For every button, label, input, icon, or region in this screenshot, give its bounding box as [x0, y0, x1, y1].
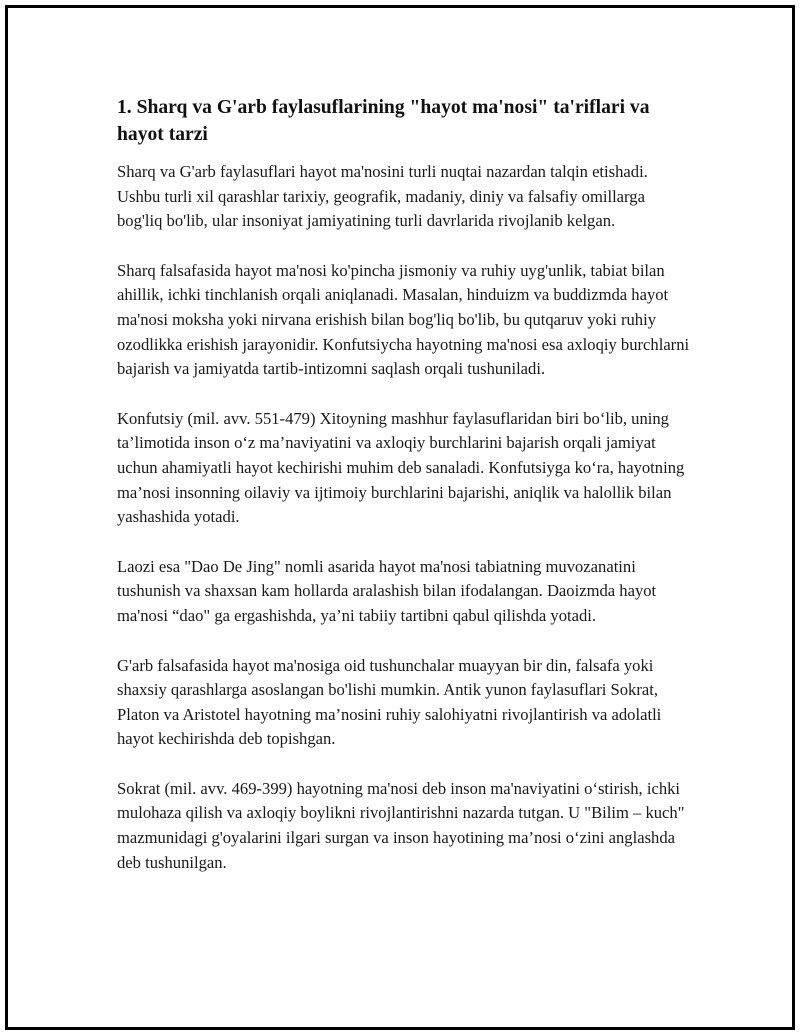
- paragraph-intro: Sharq va G'arb faylasuflari hayot ma'nosini turli nuqtai nazardan talqin etishadi. Ushbu turli xil qarashlar tarixiy, geografik, madaniy, diniy va falsafiy omillarga bog'liq bo'lib, ular insoniyat jamiyatining turli davrlarida rivojlanib kelgan.: [117, 162, 648, 231]
- paragraph-socrates: Sokrat (mil. avv. 469-399) hayotning ma'nosi deb inson ma'naviyatini o‘stirish, ichki mulohaza qilish va axloqiy boylikni rivojlantirishni nazarda tutgan. U "Bilim – kuch" mazmunidagi g'oyalarini ilgari surgan va inson hayotining ma’nosi o‘zini anglashda deb tushunilgan.: [117, 778, 685, 872]
- paragraph-western-philosophy: G'arb falsafasida hayot ma'nosiga oid tushunchalar muayyan bir din, falsafa yoki shaxsiy qarashlarga asoslangan bo'lishi mumkin. Antik yunon faylasuflari Sokrat, Platon va Aristotel hayotning ma’nosini ruhiy salohiyatni rivojlantirish va adolatli hayot kechirishda deb topishgan.: [117, 655, 662, 749]
- paragraph-eastern-philosophy: Sharq falsafasida hayot ma'nosi ko'pincha jismoniy va ruhiy uyg'unlik, tabiat bilan ahillik, ichki tinchlanish orqali aniqlanadi. Masalan, hinduizm va buddizmda hayot ma'nosi moksha yoki nirvana erishish bilan bog'liq bo'lib, bu qutqaruv yoki ruhiy ozodlikka erishish jarayonidir. Konfutsiycha hayotning ma'nosi esa axloqiy burchlarni bajarish va jamiyatda tartib-intizomni saqlash orqali tushuniladi.: [117, 260, 690, 379]
- paragraph-confucius: Konfutsiy (mil. avv. 551-479) Xitoyning mashhur faylasuflaridan biri bo‘lib, uning ta’limotida inson o‘z ma’naviyatini va axloqiy burchlarini bajarish orqali jamiyat uchun ahamiyatli hayot kechirishi muhim deb sanaladi. Konfutsiyga ko‘ra, hayotning ma’nosi insonning oilaviy va ijtimoiy burchlarini bajarishi, aniqlik va halollik bilan yashashida yotadi.: [117, 408, 685, 527]
- paragraph-laozi: Laozi esa "Dao De Jing" nomli asarida hayot ma'nosi tabiatning muvozanatini tushunish va shaxsan kam hollarda aralashish bilan ifodalangan. Daoizmda hayot ma'nosi “dao" ga ergashishda, ya’ni tabiiy tartibni qabul qilishda yotadi.: [117, 556, 657, 625]
- section-heading: 1. Sharq va G'arb faylasuflarining "hayot ma'nosi" ta'riflari va hayot tarzi: [117, 97, 650, 145]
- document-body: [117, 94, 692, 900]
